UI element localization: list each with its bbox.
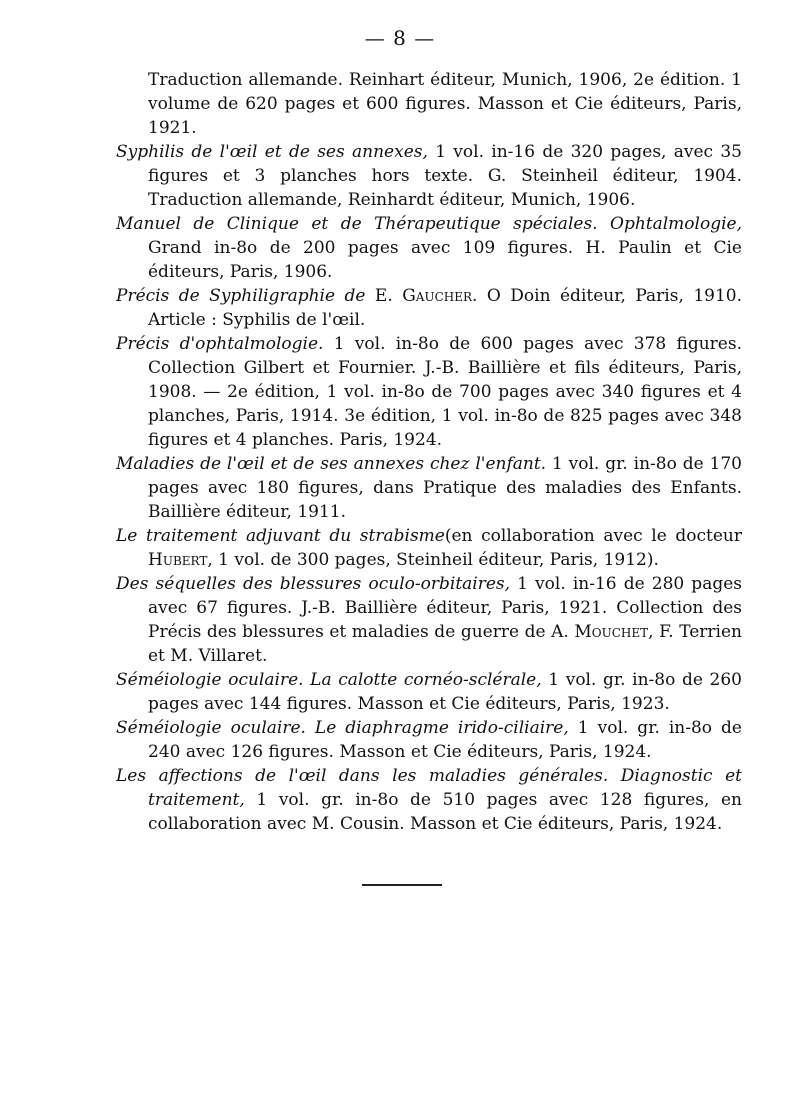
bibliography-list <box>116 68 742 836</box>
entry-text: 1 vol. gr. in-8o de 240 avec 126 figures. Masson et Cie éditeurs, Paris, 1924. <box>148 718 742 762</box>
author-name: Hubert <box>148 550 208 570</box>
entry-title: Des séquelles des blessures oculo-orbitaires, <box>116 574 511 594</box>
entry-text: Traduction allemande. Reinhart éditeur, Munich, 1906, 2e édition. 1 volume de 620 pages et 600 figures. Masson et Cie éditeurs, Paris, 1921. <box>148 70 742 138</box>
bibliography-entry <box>116 524 742 572</box>
bibliography-entry <box>116 668 742 716</box>
author-name: Gaucher <box>402 286 473 306</box>
bibliography-entry <box>116 452 742 524</box>
entry-text: 1 vol. in-8o de 600 pages avec 378 figures. Collection Gilbert et Fournier. J.-B. Baillière et fils éditeurs, Paris, 1908. — 2e édition, 1 vol. in-8o de 700 pages avec 340 figures et 4 planches, Paris, 1914. 3e édition, 1 vol. in-8o de 825 pages avec 348 figures et 4 planches. Paris, 1924. <box>148 334 742 450</box>
entry-title: Manuel de Clinique et de Thérapeutique spéciales. Ophtalmologie, <box>116 214 742 234</box>
entry-text-prefix: (en collaboration avec le docteur <box>444 526 743 546</box>
entry-text: 1 vol. in-16 de 320 pages, avec 35 figures et 3 planches hors texte. G. Steinheil éditeur, 1904. Traduction allemande, Reinhardt éditeur, Munich, 1906. <box>148 142 742 210</box>
author-name: Mouchet <box>574 622 649 642</box>
bibliography-entry <box>116 140 742 212</box>
bibliography-entry <box>116 764 742 836</box>
bibliography-entry <box>116 212 742 284</box>
entry-text: , F. Terrien et M. Villaret. <box>148 622 742 666</box>
entry-text: 1 vol. gr. in-8o de 260 pages avec 144 figures. Masson et Cie éditeurs, Paris, 1923. <box>148 670 742 714</box>
entry-text: . O Doin éditeur, Paris, 1910. Article : Syphilis de l'œil. <box>148 286 742 330</box>
entry-title: Syphilis de l'œil et de ses annexes, <box>116 142 428 162</box>
bibliography-entry <box>116 572 742 668</box>
entry-title: Séméiologie oculaire. Le diaphragme irido-ciliaire, <box>116 718 569 738</box>
entry-text: , 1 vol. de 300 pages, Steinheil éditeur, Paris, 1912). <box>207 550 659 570</box>
entry-text-prefix: 1 vol. in-16 de 280 pages avec 67 figures. J.-B. Baillière éditeur, Paris, 1921. Collection des Précis des blessures et maladies de guerre de A. <box>148 574 742 642</box>
entry-text: 1 vol. gr. in-8o de 510 pages avec 128 figures, en collaboration avec M. Cousin. Masson et Cie éditeurs, Paris, 1924. <box>148 790 742 834</box>
entry-title: Les affections de l'œil dans les maladies générales. Diagnostic et traitement, <box>116 766 742 810</box>
page-number: — 8 — <box>364 26 436 50</box>
bibliography-entry <box>116 284 742 332</box>
entry-title: Séméiologie oculaire. La calotte cornéo-sclérale, <box>116 670 542 690</box>
entry-title: Le traitement adjuvant du strabisme <box>116 526 445 546</box>
entry-text: 1 vol. gr. in-8o de 170 pages avec 180 figures, dans Pratique des maladies des Enfants. Baillière éditeur, 1911. <box>148 454 742 522</box>
entry-text: Grand in-8o de 200 pages avec 109 figures. H. Paulin et Cie éditeurs, Paris, 1906. <box>148 238 742 282</box>
entry-title: Précis d'ophtalmologie. <box>116 334 324 354</box>
entry-title: Maladies de l'œil et de ses annexes chez l'enfant. <box>116 454 547 474</box>
bibliography-entry <box>116 68 742 140</box>
bibliography-entry <box>116 332 742 452</box>
entry-title: Précis de Syphiligraphie de <box>116 286 366 306</box>
section-divider <box>362 884 442 886</box>
entry-text-prefix: E. <box>365 286 403 306</box>
bibliography-entry <box>116 716 742 764</box>
